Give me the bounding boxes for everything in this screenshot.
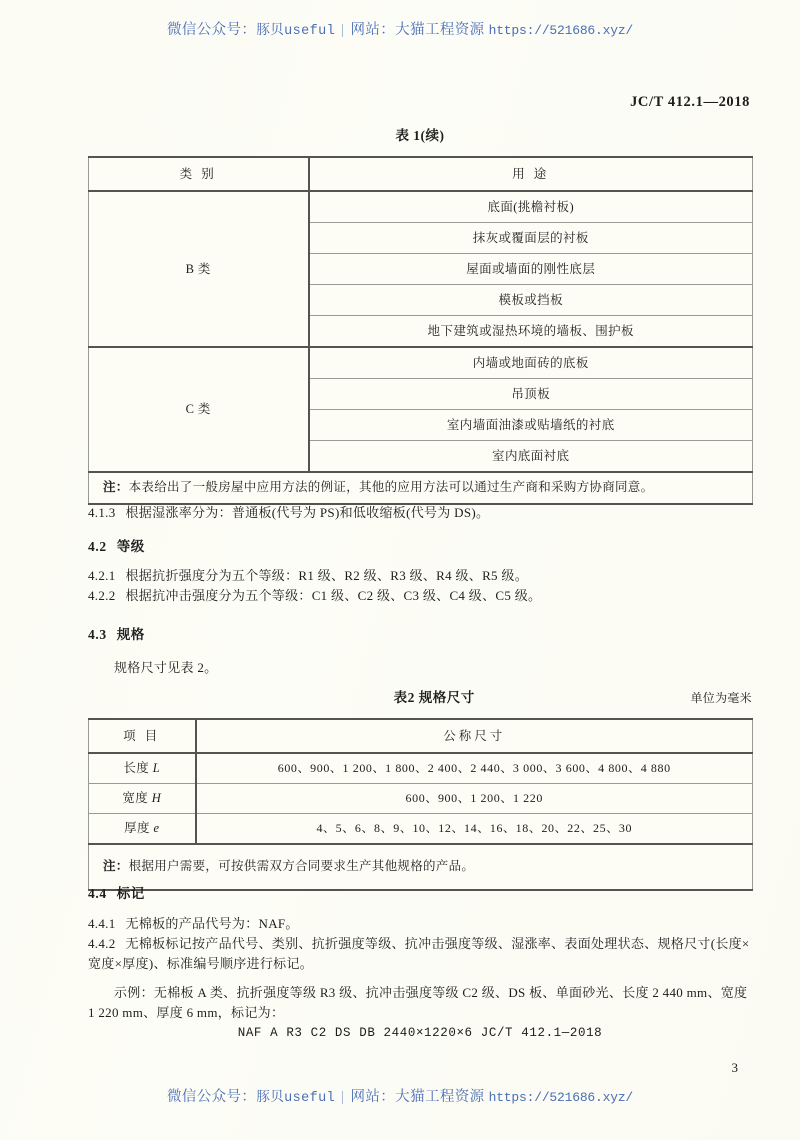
table2-item-thickness-symbol: e bbox=[153, 821, 160, 835]
clause-4-2-1 bbox=[88, 566, 752, 586]
table1-note-text: 本表给出了一般房屋中应用方法的例证，其他的应用方法可以通过生产商和采购方协商同意。 bbox=[128, 480, 654, 494]
example-label: 示例： bbox=[114, 985, 154, 1000]
table1-use-cell: 模板或挡板 bbox=[309, 285, 753, 316]
table-row bbox=[89, 191, 753, 223]
promo-site-name-bottom: 大猫工程资源 bbox=[395, 1089, 485, 1105]
table1-note bbox=[89, 472, 753, 504]
table-specification-sizes bbox=[88, 718, 753, 891]
table2-caption-row bbox=[88, 686, 752, 706]
promo-url-bottom[interactable]: https://521686.xyz/ bbox=[488, 1090, 634, 1105]
table1-use-cell: 内墙或地面砖的底板 bbox=[309, 347, 753, 379]
table1-category-c: C 类 bbox=[89, 347, 309, 472]
promo-site-name: 大猫工程资源 bbox=[395, 22, 485, 38]
clause-4-2-number: 4.2 bbox=[88, 539, 107, 554]
table1-col-category: 类 别 bbox=[89, 157, 309, 191]
clause-4-2-2-text: 根据抗冲击强度分为五个等级：C1 级、C2 级、C3 级、C4 级、C5 级。 bbox=[125, 588, 542, 604]
table2-item-thickness-label: 厚度 bbox=[124, 821, 150, 835]
table1-use-cell: 屋面或墙面的刚性底层 bbox=[309, 254, 753, 285]
table1-caption: 表 1(续) bbox=[395, 128, 445, 143]
clause-4-1-3 bbox=[88, 503, 752, 523]
clause-4-4-1-number: 4.4.1 bbox=[88, 916, 116, 931]
table1-col-use: 用 途 bbox=[309, 157, 753, 191]
table1-use-cell: 底面(挑檐衬板) bbox=[309, 191, 753, 223]
table2-caption: 表2 规格尺寸 bbox=[393, 690, 475, 705]
table-row bbox=[89, 753, 753, 784]
clause-4-3-heading bbox=[88, 623, 752, 643]
example-marking-code: NAF A R3 C2 DS DB 2440×1220×6 JC/T 412.1—2018 bbox=[237, 1026, 603, 1040]
standard-code: JC/T 412.1—2018 bbox=[630, 94, 750, 110]
table-product-categories bbox=[88, 156, 753, 505]
clause-4-2-1-text: 根据抗折强度分为五个等级：R1 级、R2 级、R3 级、R4 级、R5 级。 bbox=[125, 568, 529, 583]
table-row bbox=[89, 784, 753, 814]
table2-unit-note: 单位为毫米 bbox=[690, 691, 752, 705]
promo-banner-bottom bbox=[0, 1085, 800, 1106]
table1-use-cell: 抹灰或覆面层的衬板 bbox=[309, 223, 753, 254]
table1-header-row bbox=[89, 157, 753, 191]
table2-col-item: 项 目 bbox=[89, 719, 196, 753]
clause-4-2-title: 等级 bbox=[116, 539, 145, 554]
clause-4-2-1-number: 4.2.1 bbox=[88, 568, 116, 583]
table2-item-length-label: 长度 bbox=[123, 761, 150, 775]
table2-values-width: 600、900、1 200、1 220 bbox=[196, 784, 753, 814]
clause-4-4-2-text: 无棉板标记按产品代号、类别、抗折强度等级、抗冲击强度等级、湿涨率、表面处理状态、规格尺寸(长度×宽度×厚度)、标准编号顺序进行标记。 bbox=[88, 936, 750, 972]
clause-4-4-example bbox=[88, 983, 752, 1023]
clause-4-4-1-text: 无棉板的产品代号为：NAF。 bbox=[125, 916, 299, 931]
table1-use-cell: 室内墙面油漆或贴墙纸的衬底 bbox=[309, 410, 753, 441]
promo-site-label: 网站： bbox=[350, 22, 396, 38]
table2-item-length-symbol: L bbox=[152, 761, 161, 775]
table1-use-cell: 吊顶板 bbox=[309, 379, 753, 410]
promo-site-label-bottom: 网站： bbox=[350, 1089, 396, 1105]
table2-item-thickness bbox=[89, 814, 196, 845]
table2-item-width-label: 宽度 bbox=[122, 791, 149, 805]
table2-col-nominal-size: 公称尺寸 bbox=[196, 719, 753, 753]
promo-banner-top bbox=[0, 18, 800, 39]
table2-item-width-symbol: H bbox=[151, 791, 162, 805]
clause-4-3-title: 规格 bbox=[116, 627, 145, 642]
promo-separator: | bbox=[341, 22, 345, 38]
promo-wechat-name: 豚贝useful bbox=[256, 24, 336, 39]
table2-item-length bbox=[89, 753, 196, 784]
table2-values-length: 600、900、1 200、1 800、2 400、2 440、3 000、3 600、4 800、4 880 bbox=[196, 753, 753, 784]
table1-note-row bbox=[89, 472, 753, 504]
clause-4-2-heading bbox=[88, 535, 752, 555]
table1-use-cell: 地下建筑或湿热环境的墙板、围护板 bbox=[309, 316, 753, 348]
clause-4-1-3-number: 4.1.3 bbox=[88, 505, 116, 520]
page-number: 3 bbox=[731, 1060, 738, 1075]
table2-header-row bbox=[89, 719, 753, 753]
clause-4-1-3-text: 根据湿涨率分为：普通板(代号为 PS)和低收缩板(代号为 DS)。 bbox=[125, 505, 490, 520]
table2-note-label: 注： bbox=[103, 859, 129, 873]
table1-note-label: 注： bbox=[103, 480, 129, 494]
clause-4-4-2 bbox=[88, 934, 752, 974]
clause-4-2-2-number: 4.2.2 bbox=[88, 588, 116, 604]
promo-wechat-label-bottom: 微信公众号： bbox=[166, 1089, 257, 1105]
clause-4-4-1 bbox=[88, 914, 752, 934]
clause-4-4-2-number: 4.4.2 bbox=[88, 936, 116, 952]
clause-4-4-title: 标记 bbox=[116, 886, 145, 901]
promo-wechat-label: 微信公众号： bbox=[166, 22, 257, 38]
clause-4-2-2 bbox=[88, 586, 752, 606]
promo-url[interactable]: https://521686.xyz/ bbox=[488, 23, 634, 38]
table1-category-b: B 类 bbox=[89, 191, 309, 347]
clause-4-3-number: 4.3 bbox=[88, 627, 107, 642]
table-row bbox=[89, 814, 753, 845]
table2-values-thickness: 4、5、6、8、9、10、12、14、16、18、20、22、25、30 bbox=[196, 814, 753, 845]
clause-4-4-number: 4.4 bbox=[88, 886, 107, 901]
promo-wechat-name-bottom: 豚贝useful bbox=[256, 1091, 336, 1106]
table-row bbox=[89, 347, 753, 379]
clause-4-3-lead: 规格尺寸见表 2。 bbox=[114, 660, 218, 675]
table2-item-width bbox=[89, 784, 196, 814]
promo-separator-bottom: | bbox=[341, 1089, 345, 1105]
example-text: 无棉板 A 类、抗折强度等级 R3 级、抗冲击强度等级 C2 级、DS 板、单面砂光、长度 2 440 mm、宽度 1 220 mm、厚度 6 mm，标记为： bbox=[88, 985, 748, 1021]
table1-use-cell: 室内底面衬底 bbox=[309, 441, 753, 473]
clause-4-4-heading bbox=[88, 882, 752, 902]
table2-note-text: 根据用户需要，可按供需双方合同要求生产其他规格的产品。 bbox=[128, 859, 475, 873]
